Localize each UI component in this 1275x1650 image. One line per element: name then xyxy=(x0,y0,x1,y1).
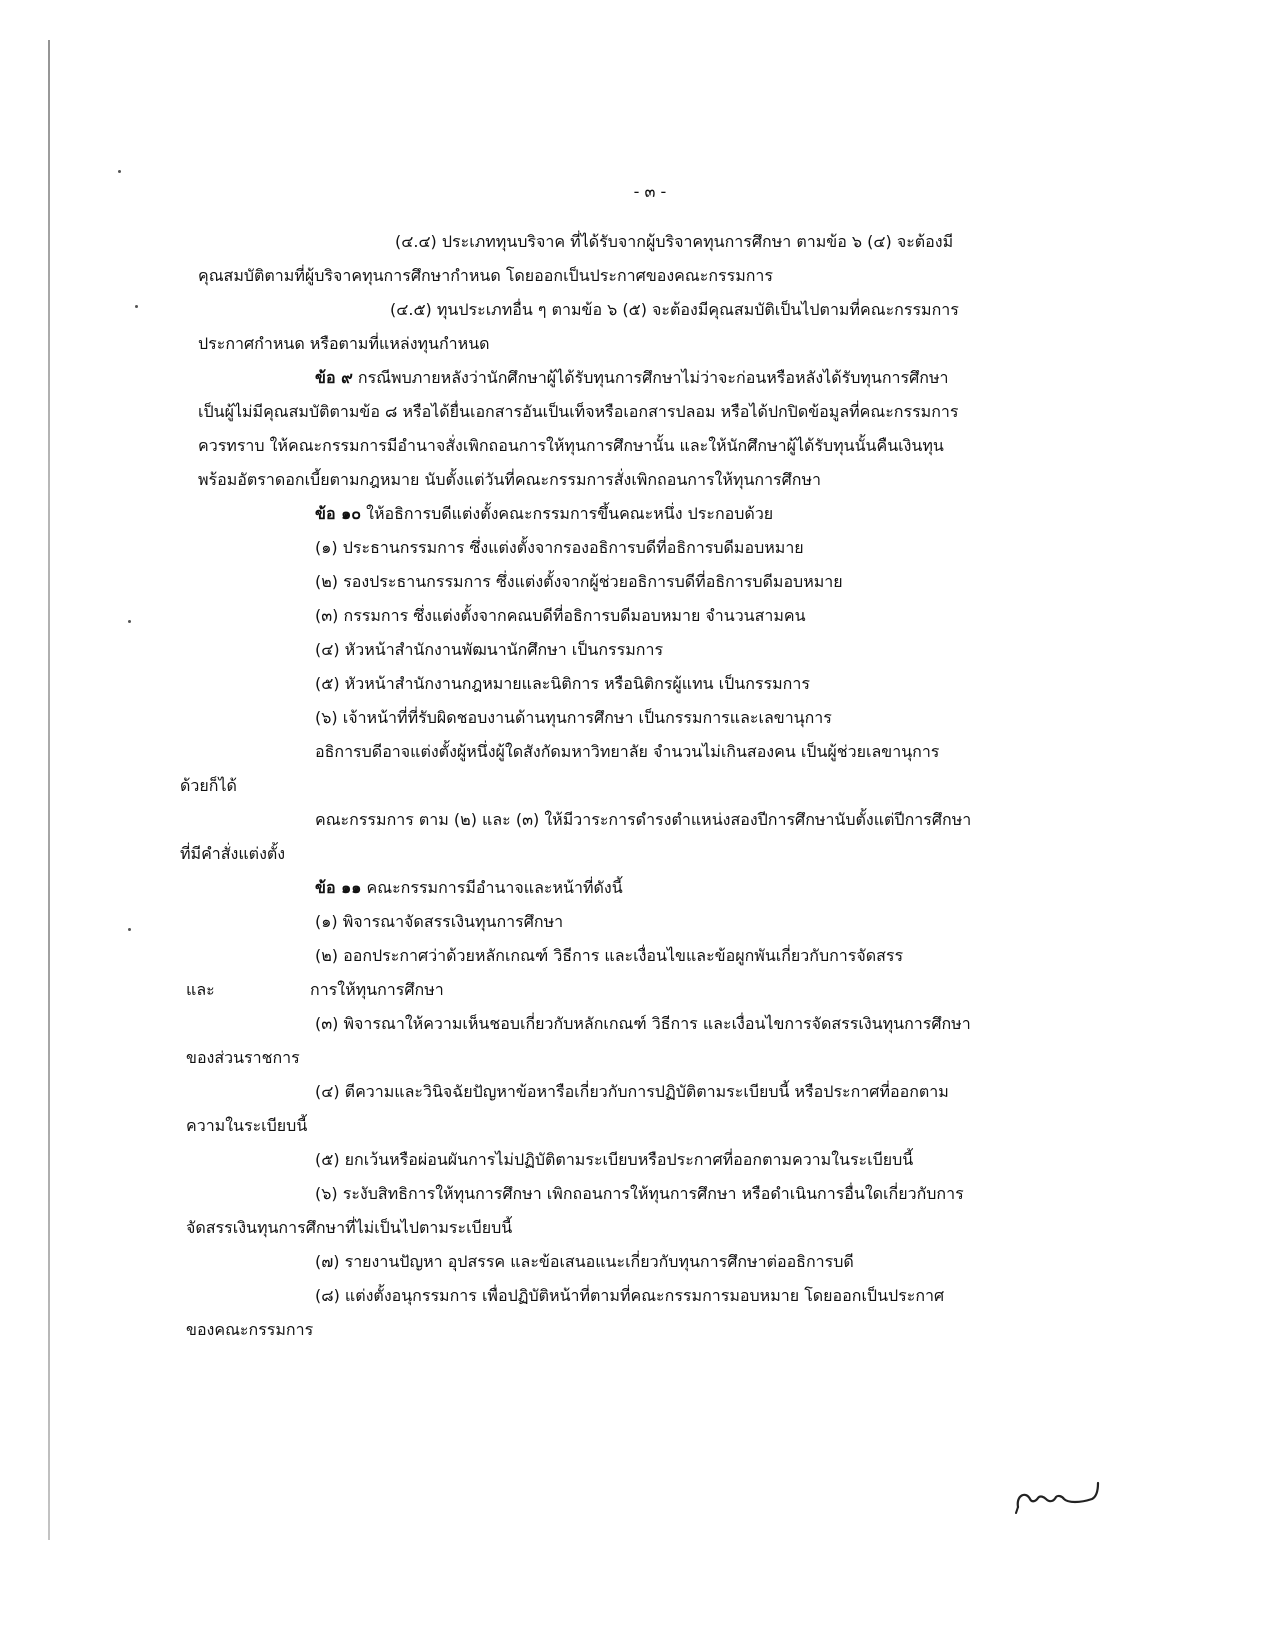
scan-speck xyxy=(118,170,121,173)
scan-speck xyxy=(135,305,138,308)
list-item: (๖) ระงับสิทธิการให้ทุนการศึกษา เพิกถอนการให้ทุนการศึกษา หรือดำเนินการอื่นใดเกี่ยวกับการ xyxy=(315,1184,964,1203)
page-number: - ๓ - xyxy=(633,182,667,201)
paragraph-line: (๔.๕) ทุนประเภทอื่น ๆ ตามข้อ ๖ (๕) จะต้องมีคุณสมบัติเป็นไปตามที่คณะกรรมการ xyxy=(390,300,959,319)
paragraph-line: พร้อมอัตราดอกเบี้ยตามกฎหมาย นับตั้งแต่วันที่คณะกรรมการสั่งเพิกถอนการให้ทุนการศึกษา xyxy=(198,470,822,489)
paragraph-line: ประกาศกำหนด หรือตามที่แหล่งทุนกำหนด xyxy=(198,334,490,353)
list-item: (๒) รองประธานกรรมการ ซึ่งแต่งตั้งจากผู้ช่วยอธิการบดีที่อธิการบดีมอบหมาย xyxy=(315,572,843,591)
paragraph-line: การให้ทุนการศึกษา xyxy=(310,980,444,999)
paragraph-line: ของคณะกรรมการ xyxy=(186,1320,314,1339)
list-item: (๒) ออกประกาศว่าด้วยหลักเกณฑ์ วิธีการ และเงื่อนไขและข้อผูกพันเกี่ยวกับการจัดสรร xyxy=(315,946,904,965)
paragraph-line: อธิการบดีอาจแต่งตั้งผู้หนึ่งผู้ใดสังกัดมหาวิทยาลัย จำนวนไม่เกินสองคน เป็นผู้ช่วยเลขานุการ xyxy=(315,742,940,761)
clause-heading-line: ข้อ ๙ กรณีพบภายหลังว่านักศึกษาผู้ได้รับทุนการศึกษาไม่ว่าจะก่อนหรือหลังได้รับทุนการศึกษา xyxy=(315,368,949,387)
list-item: (๕) หัวหน้าสำนักงานกฎหมายและนิติการ หรือนิติกรผู้แทน เป็นกรรมการ xyxy=(315,674,810,693)
list-item: (๑) ประธานกรรมการ ซึ่งแต่งตั้งจากรองอธิการบดีที่อธิการบดีมอบหมาย xyxy=(315,538,804,557)
signature-stroke xyxy=(1018,1483,1098,1507)
list-item: (๑) พิจารณาจัดสรรเงินทุนการศึกษา xyxy=(315,912,564,931)
list-item: (๓) พิจารณาให้ความเห็นชอบเกี่ยวกับหลักเกณฑ์ วิธีการ และเงื่อนไขการจัดสรรเงินทุนการศึกษา xyxy=(315,1014,971,1033)
list-item: (๖) เจ้าหน้าที่ที่รับผิดชอบงานด้านทุนการศึกษา เป็นกรรมการและเลขานุการ xyxy=(315,708,832,727)
list-item: (๘) แต่งตั้งอนุกรรมการ เพื่อปฏิบัติหน้าที่ตามที่คณะกรรมการมอบหมาย โดยออกเป็นประกาศ xyxy=(315,1286,945,1305)
clause-heading-line: ข้อ ๑๐ ให้อธิการบดีแต่งตั้งคณะกรรมการขึ้นคณะหนึ่ง ประกอบด้วย xyxy=(315,504,774,523)
paragraph-line: จัดสรรเงินทุนการศึกษาที่ไม่เป็นไปตามระเบียบนี้ xyxy=(186,1218,513,1237)
list-item: (๕) ยกเว้นหรือผ่อนผันการไม่ปฏิบัติตามระเบียบหรือประกาศที่ออกตามความในระเบียบนี้ xyxy=(315,1150,914,1169)
paragraph-line: คุณสมบัติตามที่ผู้บริจาคทุนการศึกษากำหนด โดยออกเป็นประกาศของคณะกรรมการ xyxy=(198,266,774,285)
paragraph-line: ด้วยก็ได้ xyxy=(180,776,237,795)
clause-heading-line: ข้อ ๑๑ คณะกรรมการมีอำนาจและหน้าที่ดังนี้ xyxy=(315,878,623,897)
list-item: (๗) รายงานปัญหา อุปสรรค และข้อเสนอแนะเกี่ยวกับทุนการศึกษาต่ออธิการบดี xyxy=(315,1252,854,1271)
list-item: (๓) กรรมการ ซึ่งแต่งตั้งจากคณบดีที่อธิการบดีมอบหมาย จำนวนสามคน xyxy=(315,606,806,625)
signature-mark xyxy=(1010,1465,1110,1525)
paragraph-line: ที่มีคำสั่งแต่งตั้ง xyxy=(180,844,286,863)
binding-edge-line xyxy=(48,40,50,1540)
scan-speck xyxy=(128,620,131,623)
paragraph-line: เป็นผู้ไม่มีคุณสมบัติตามข้อ ๘ หรือได้ยื่นเอกสารอันเป็นเท็จหรือเอกสารปลอม หรือได้ปกปิดข้อมูลที่คณะกรรมการ xyxy=(198,402,959,421)
paragraph-line: ควรทราบ ให้คณะกรรมการมีอำนาจสั่งเพิกถอนการให้ทุนการศึกษานั้น และให้นักศึกษาผู้ได้รับทุนนั้นคืนเงินทุน xyxy=(198,436,944,455)
scan-speck xyxy=(128,928,131,931)
signature-tail xyxy=(1016,1507,1018,1513)
list-item: (๔) ตีความและวินิจฉัยปัญหาข้อหารือเกี่ยวกับการปฏิบัติตามระเบียบนี้ หรือประกาศที่ออกตาม xyxy=(315,1082,949,1101)
paragraph-line: ของส่วนราชการ xyxy=(186,1048,300,1067)
paragraph-line: (๔.๔) ประเภททุนบริจาค ที่ได้รับจากผู้บริจาคทุนการศึกษา ตามข้อ ๖ (๔) จะต้องมี xyxy=(395,232,954,251)
paragraph-line: และ xyxy=(186,980,215,999)
paragraph-line: คณะกรรมการ ตาม (๒) และ (๓) ให้มีวาระการดำรงตำแหน่งสองปีการศึกษานับตั้งแต่ปีการศึกษา xyxy=(315,810,972,829)
list-item: (๔) หัวหน้าสำนักงานพัฒนานักศึกษา เป็นกรรมการ xyxy=(315,640,664,659)
paragraph-line: ความในระเบียบนี้ xyxy=(186,1116,308,1135)
